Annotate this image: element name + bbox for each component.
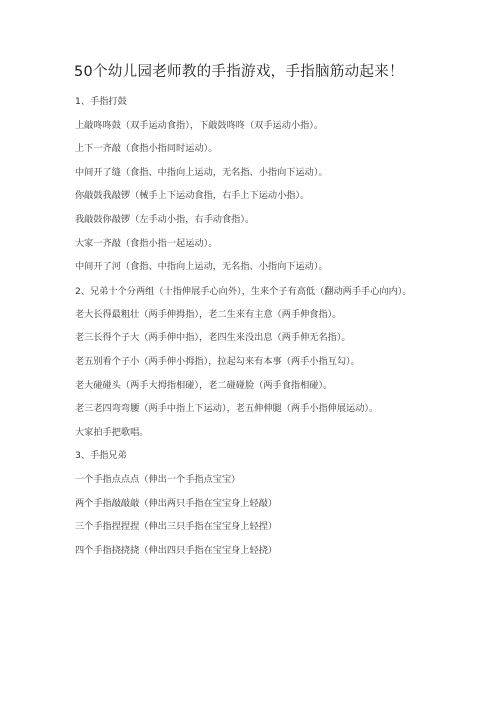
- paragraph-line: 老三长得个子大（两手伸中指），老四生来没出息（两手伸无名指）。: [75, 332, 351, 344]
- section-heading-1: 1、手指打鼓: [75, 96, 127, 107]
- paragraph-line: 中间开了缝（食指、中指向上运动，无名指、小指向下运动）。: [75, 166, 328, 178]
- paragraph-line: 大家拍手把歌唱。: [75, 426, 149, 438]
- section-heading-2: 2、兄弟十个分两组（十指伸展手心向外），生来个子有高低（翻动两手手心向内）。: [75, 285, 412, 297]
- paragraph-line: 大家一齐敲（食指小指一起运动）。: [75, 237, 218, 249]
- document-body: [75, 96, 435, 568]
- paragraph-line: 四个手指挠挠挠（伸出四只手指在宝宝身上轻挠）: [75, 544, 278, 556]
- paragraph-line: 两个手指敲敲敲（伸出两只手指在宝宝身上轻敲）: [75, 497, 278, 509]
- paragraph-line: 上下一齐敲（食指小指同时运动）。: [75, 143, 218, 155]
- paragraph-line: 中间开了河（食指、中指向上运动，无名指、小指向下运动）。: [75, 261, 328, 273]
- document-title: 50个幼儿园老师教的手指游戏，手指脑筋动起来！: [74, 64, 404, 80]
- section-heading-3: 3、手指兄弟: [75, 450, 127, 462]
- paragraph-line: 老三老四弯弯腰（两手中指上下运动），老五伸伸腿（两手小指伸展运动）。: [75, 403, 379, 415]
- paragraph-line: 老大碰碰头（两手大拇指相碰），老二碰碰脸（两手食指相碰）。: [75, 379, 333, 391]
- paragraph-line: 你敲鼓我敲锣（械手上下运动食指，右手上下运动小指）。: [75, 190, 310, 202]
- paragraph-line: 我敲鼓你敲锣（左手动小指，右手动食指）。: [75, 213, 255, 225]
- paragraph-line: 老五别看个子小（两手伸小拇指），拉起勾来有本事（两手小指互勾）。: [75, 355, 360, 367]
- paragraph-line: 一个手指点点点（伸出一个手指点宝宝）: [75, 473, 241, 485]
- paragraph-line: 上敲咚咚鼓（双手运动食指），下敲鼓咚咚（双手运动小指）。: [75, 119, 324, 131]
- paragraph-line: 老大长得最粗壮（两手伸拇指），老二生来有主意（两手伸食指）。: [75, 308, 342, 320]
- paragraph-line: 三个手指捏捏捏（伸出三只手指在宝宝身上轻捏）: [75, 521, 278, 533]
